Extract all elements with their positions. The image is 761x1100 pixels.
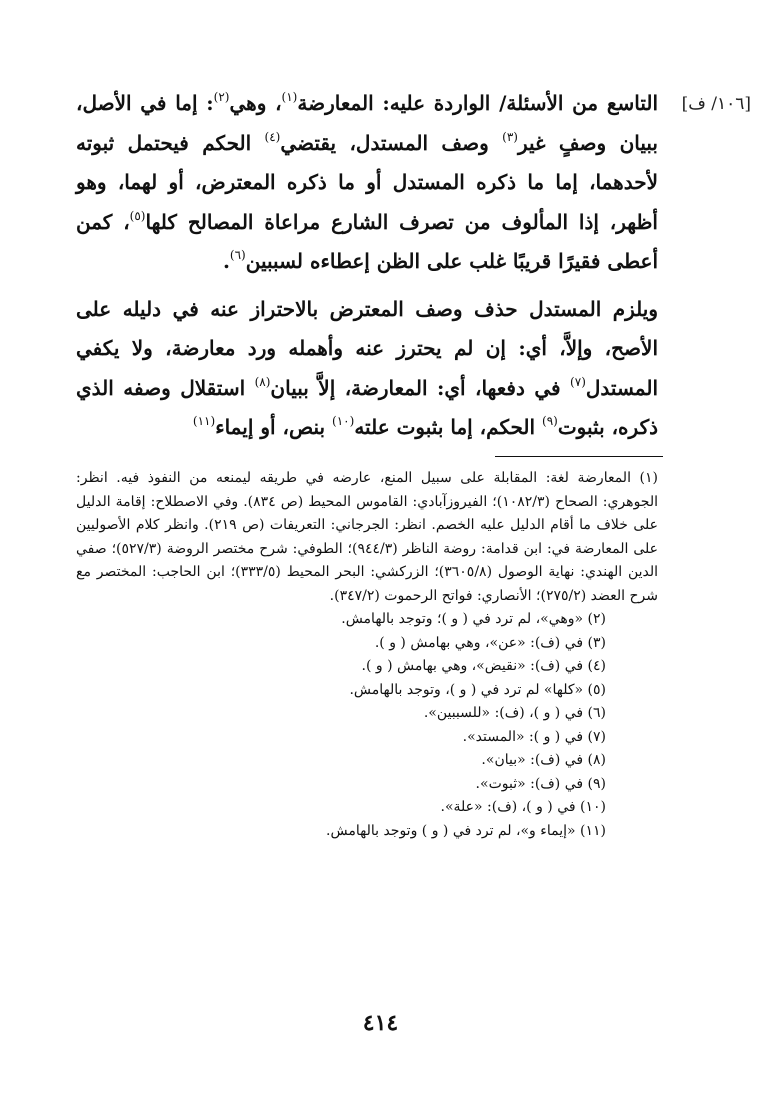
footnote-item: (٥) «كلها» لم ترد في ( و )، وتوجد بالهامش. (349, 681, 606, 698)
footnote-item: (١٠) في ( و )، (ف): «علة». (440, 799, 606, 815)
text-segment: الحكم، إما بثبوت علته (354, 415, 543, 439)
footnote-ref[interactable]: (٨) (254, 374, 271, 389)
footnote-ref[interactable]: (٧) (570, 374, 586, 389)
footnote-item: (٦) في ( و )، (ف): «للسببين». (423, 705, 606, 721)
main-paragraph-2 (76, 290, 658, 448)
footnote-item: (١١) «إيماء و»، لم ترد في ( و ) وتوجد بالهامش. (326, 822, 606, 839)
text-segment: التاسع من الأسئلة/ الواردة عليه: المعارضة (297, 91, 659, 115)
text-segment: بنص، أو إيماء (215, 415, 333, 439)
footnote-item: (٩) في (ف): «ثبوت». (475, 775, 606, 792)
footnote-1: (١) المعارضة لغة: المقابلة على سبيل المنع، عارضه في طريقه ليمنعه من النفوذ فيه. انظر: الجوهري: الصحاح (١٠٨٢/٣)؛ الفيروزآبادي: القاموس المحيط (ص ٨٣٤). وفي الاصطلاح: إقامة الدليل على خلاف ما أقام الدليل عليه الخصم. انظر: الجرجاني: التعريفات (ص ٢١٩). وانظر كلام الأصوليين على المعارضة في: ابن قدامة: روضة الناظر (٩٤٤/٣)؛ الطوفي: شرح مختصر الروضة (٥٢٧/٣)؛ صفي الدين الهندي: نهاية الوصول (٣٦٠٥/٨)؛ الزركشي: البحر المحيط (٣٣٣/٥)؛ ابن الحاجب: المختصر مع شرح العضد (٢٧٥/٢)؛ الأنصاري: فواتح الرحموت (٣٤٧/٢). (76, 470, 659, 604)
footnote-ref[interactable]: (٣) (502, 129, 518, 144)
footnote-item: (٨) في (ف): «بيان». (481, 752, 606, 768)
footnote-item: (٢) «وهي»، لم ترد في ( و )؛ وتوجد بالهامش. (341, 611, 606, 627)
text-segment: ، وهي (229, 91, 282, 115)
footnote-ref[interactable]: (١١) (192, 414, 216, 428)
footnotes-section (76, 467, 658, 843)
footnote-item: (٤) في (ف): «نقيض»، وهي بهامش ( و ). (361, 658, 606, 674)
page-number: ٤١٤ (362, 1010, 399, 1036)
footnote-ref[interactable]: (٩) (542, 414, 558, 428)
margin-folio-reference: [١٠٦/ ف] (681, 94, 751, 114)
footnote-ref[interactable]: (٤) (264, 129, 281, 144)
text-segment: في دفعها، أي: المعارضة، إلاَّ ببيان (270, 375, 571, 400)
footnote-ref[interactable]: (٢) (213, 90, 230, 104)
main-text (76, 84, 658, 448)
text-segment: . (222, 249, 230, 273)
text-segment: الحكم فيحتمل ثبوته لأحدهما، إما ما ذكره المستدل أو ما ذكره المعترض، أو لهما، وهو أظهر، إذا المألوف من تصرف الشارع مراعاة المصالح كلها (76, 130, 659, 234)
text-segment: ويلزم المستدل حذف وصف المعترض بالاحتراز عنه في دليله على الأصح، وإلاَّ، أي: إن لم يحترز عنه وأهمله ورد معارضة، ولا يكفي المستدل (76, 296, 658, 400)
footnote-ref[interactable]: (٦) (229, 248, 246, 262)
text-segment: : إما في الأصل، ببيان وصفٍ غير (76, 91, 658, 155)
footnote-ref[interactable]: (١) (281, 90, 298, 104)
footnote-separator (495, 456, 663, 457)
main-paragraph-1 (76, 84, 658, 282)
footnote-item: (٧) في ( و ): «المستد». (462, 728, 606, 745)
footnote-list (76, 608, 658, 843)
footnote-item: (٣) في (ف): «عن»، وهي بهامش ( و ). (374, 634, 606, 651)
text-segment: وصف المستدل، يقتضي (280, 130, 503, 155)
footnote-ref[interactable]: (٥) (129, 208, 146, 223)
text-segment: استقلال وصفه الذي ذكره، بثبوت (76, 375, 658, 439)
footnote-ref[interactable]: (١٠) (332, 414, 355, 428)
text-segment: ، كمن أعطى فقيرًا قريبًا غلب على الظن إعطاءه لسببين (76, 209, 658, 273)
